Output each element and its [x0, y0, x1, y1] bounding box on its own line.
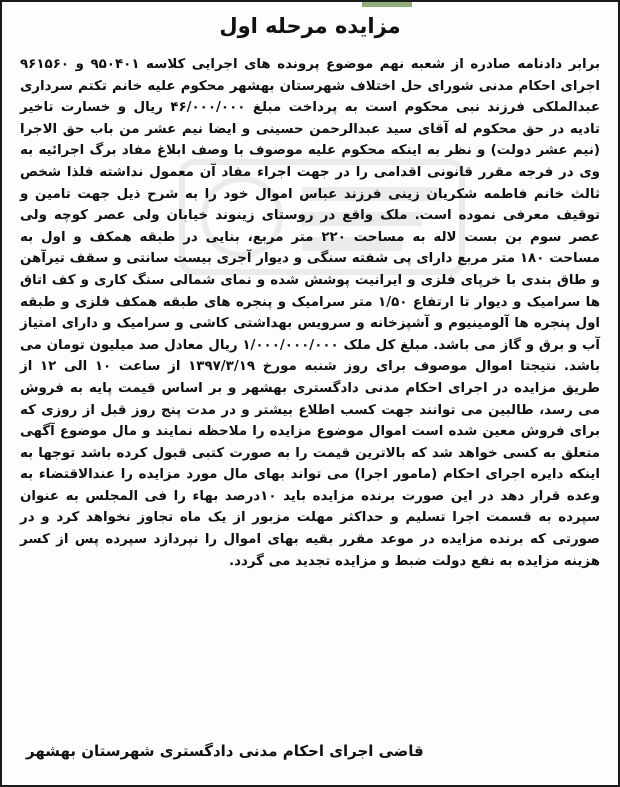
notice-title: مزایده مرحله اول [219, 14, 401, 38]
top-decorative-bar [362, 2, 412, 7]
issuer-signature: قاضی اجرای احکام مدنی دادگستری شهرستان بهشهر [26, 742, 424, 760]
notice-body: برابر دادنامه صادره از شعبه نهم موضوع پرونده های اجرایی کلاسه ۹۵۰۴۰۱ و ۹۶۱۵۶۰ اجرای احکام مدنی شورای حل اختلاف شهرستان بهشهر محکوم علیه خانم تکتم سرداری عبدالملکی فرزند نبی محکوم است به پرداخت مبلغ ۴۶/۰۰۰/۰۰۰ ریال و خسارت تاخیر تادیه در حق محکوم له آقای سید عبدالرحمن حسینی و ایضا نیم عشر من باب حق الاجرا (نیم عشر دولت) و نظر به اینکه محکوم علیه موصوف با وصف ابلاغ مفاد برگ اجرائیه به وی در فرجه مقرر قانونی اقدامی را در جهت اجراء مفاد آن معمول نداشته فلذا شخص ثالث خانم فاطمه شکریان زینی فرزند عباس اموال خود را به شرح ذیل جهت تامین و توقیف معرفی نموده است. ملک واقع در روستای زینوند خیابان ولی عصر کوچه ولی عصر سوم بن بست لاله به مساحت ۲۲۰ متر مربع، بنایی در طبقه همکف و اول به مساحت ۱۸۰ متر مربع دارای پی شفته سنگی و دیوار آجری بیست سانتی و سقف تیرآهن و طاق بندی با خرپای فلزی و ایرانیت پوشش شده و نمای شمالی سنگ کاری و کف اتاق ها سرامیک و دیوار تا ارتفاع ۱/۵۰ متر سرامیک و پنجره های طبقه همکف فلزی و طبقه اول پنجره ها آلومینیوم و آشپزخانه و سرویس بهداشتی کاشی و سرامیک و دارای امتیاز آب و برق و گاز می باشد. مبلغ کل ملک ۱/۰۰۰/۰۰۰/۰۰۰ ریال معادل صد میلیون تومان می باشد. نتیجتا اموال موصوف برای روز شنبه مورخ ۱۳۹۷/۳/۱۹ از ساعت ۱۰ الی ۱۲ از طریق مزایده در اجرای احکام مدنی دادگستری بهشهر و بر اساس قیمت پایه به فروش می رسد، طالبین می توانند جهت کسب اطلاع بیشتر و در مدت پنج روز قبل از روزی که برای فروش معین شده است اموال موضوع مزایده را ملاحظه نمایند و مال موضوع آگهی متعلق به کسی خواهد شد که بالاترین قیمت را به صورت کتبی قبول کرده باشد توجها به اینکه دایره اجرای احکام (مامور اجرا) می تواند بهای مال مورد مزایده را عندالاقتضاء به وعده قرار دهد در این صورت برنده مزایده باید ۱۰درصد بهاء را فی المجلس به عنوان سپرده به قسمت اجرا تسلیم و حداکثر مهلت مزبور از یک ماه تجاوز نخواهد کرد و در صورتی که برنده مزایده در موعد مقرر بقیه بهای اموال را نپردازد سپرده پس از کسر هزینه مزایده به نفع دولت ضبط و مزایده تجدید می گردد. [20, 57, 601, 569]
